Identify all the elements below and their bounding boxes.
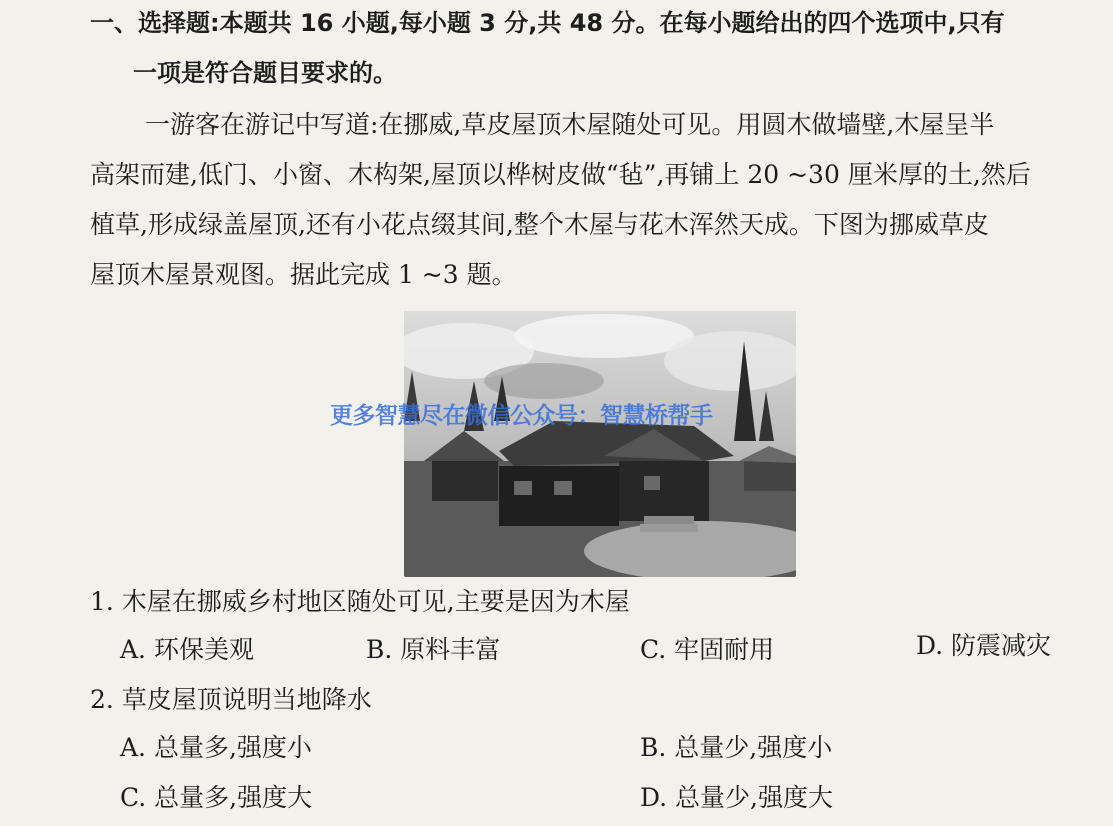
question-1-option-c: C. 牢固耐用 (640, 635, 775, 664)
section-header-line-2: 一项是符合题目要求的。 (133, 59, 397, 87)
question-1-option-d: D. 防震减灾 (916, 631, 1052, 660)
question-1-option-a: A. 环保美观 (120, 635, 254, 664)
turf-roof-cabin-photo (404, 311, 796, 577)
question-2-option-a: A. 总量多,强度小 (120, 733, 312, 762)
question-2-option-c: C. 总量多,强度大 (120, 783, 313, 812)
question-2-option-d: D. 总量少,强度大 (640, 783, 833, 812)
question-1-stem: 1. 木屋在挪威乡村地区随处可见,主要是因为木屋 (90, 587, 630, 616)
passage-line-4: 屋顶木屋景观图。据此完成 1 ~3 题。 (90, 260, 517, 289)
passage-line-3: 植草,形成绿盖屋顶,还有小花点缀其间,整个木屋与花木浑然天成。下图为挪威草皮 (90, 210, 989, 239)
passage-line-2: 高架而建,低门、小窗、木构架,屋顶以桦树皮做“毡”,再铺上 20 ~30 厘米厚的土,然后 (90, 160, 1031, 189)
question-1-option-b: B. 原料丰富 (366, 635, 501, 664)
section-header-line-1: 一、选择题:本题共 16 小题,每小题 3 分,共 48 分。在每小题给出的四个选项中,只有 (90, 9, 1005, 37)
watermark-text: 更多智慧尽在微信公众号：智慧桥帮手 (330, 403, 713, 429)
question-2-option-b: B. 总量少,强度小 (640, 733, 833, 762)
question-2-stem: 2. 草皮屋顶说明当地降水 (90, 685, 372, 714)
passage-line-1: 一游客在游记中写道:在挪威,草皮屋顶木屋随处可见。用圆木做墙壁,木屋呈半 (145, 110, 995, 139)
